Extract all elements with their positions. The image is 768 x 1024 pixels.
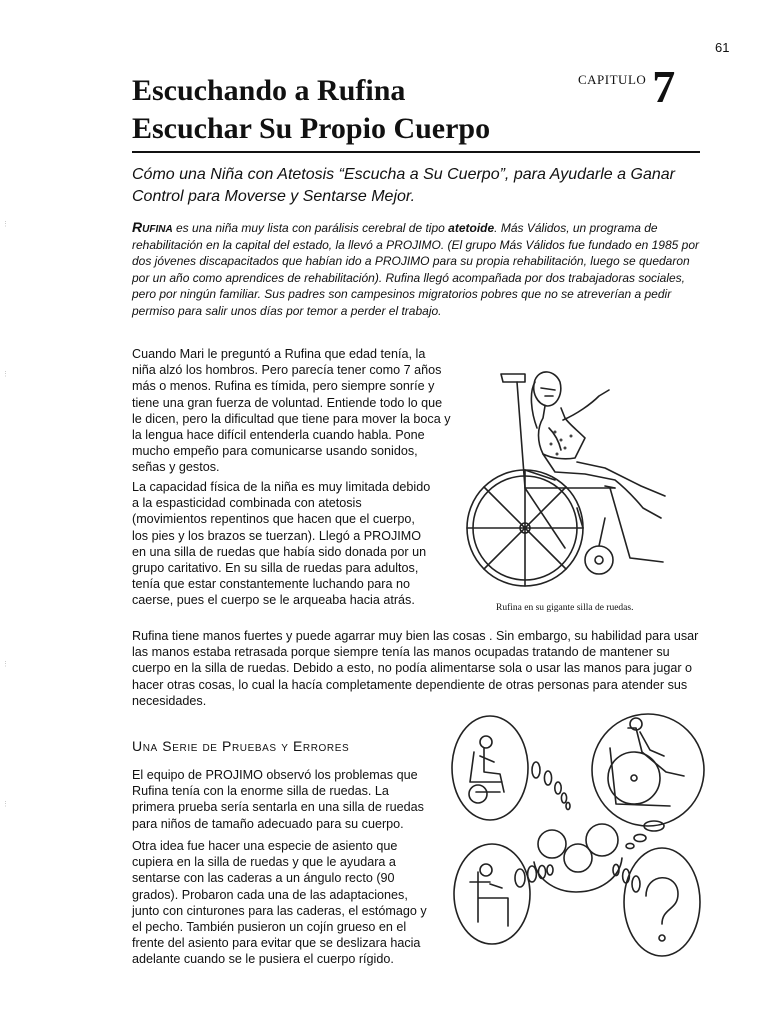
intro-text-2: . Más Válidos, un programa de rehabilitación en la capital del estado, la llevó a PROJIMO. (El grupo Más Válidos fue fundado en 1985 por dos jóvenes discapacitados que habían ido a PROJIMO para su propia rehabilitación, luego se quedaron por un año como aprendices de rehabilitación). Rufina llegó acompañada por dos trabajadoras sociales, pero por ningún familiar. Sus padres son campesinos migratorios pobres que no se atreverían a pedir permiso para salir unos días por temor a perder el trabajo. <box>132 221 699 318</box>
thought-bubbles-illustration <box>450 712 708 962</box>
chapter-word: CAPITULO <box>578 72 647 87</box>
paragraph-4: El equipo de PROJIMO observó los problemas que Rufina tenía con la enorme silla de ruedas. La primera prueba sería sentarla en una silla de ruedas para niños de tamaño adecuado para su cuerpo. <box>132 768 424 831</box>
title-divider <box>132 151 700 153</box>
intro-paragraph <box>132 219 700 320</box>
intro-bold-term: atetoide <box>448 221 495 235</box>
intro-lead-word: Rufina <box>132 219 173 235</box>
wheelchair-illustration <box>465 368 685 598</box>
scan-margin-artifact: ⋮ <box>2 800 9 808</box>
chapter-subtitle: Cómo una Niña con Atetosis “Escucha a Su Cuerpo”, para Ayudarle a Ganar Control para Moverse y Sentarse Mejor. <box>132 166 675 205</box>
title-line-2: Escuchar Su Propio Cuerpo <box>132 112 491 145</box>
section-heading: Una Serie de Pruebas y Errores <box>132 738 350 754</box>
paragraph-3: Rufina tiene manos fuertes y puede agarrar muy bien las cosas . Sin embargo, su habilidad para usar las manos estaba retrasada porque siempre tenía las manos ocupadas tratando de mantener su cuerpo en la silla de ruedas. Debido a esto, no podía alimentarse sola o usar las manos para jugar o hacer otras cosas, lo cual la hacía completamente dependiente de otras personas para atender sus necesidades. <box>132 629 699 708</box>
title-line-1: Escuchando a Rufina <box>132 74 406 107</box>
chapter-title <box>132 72 490 148</box>
paragraph-2: La capacidad física de la niña es muy limitada debido a la espasticidad combinada con atetosis (movimientos repentinos que hacen que el cuerpo, los pies y los brazos se tuerzan). Llegó a PROJIMO en una silla de ruedas que había sido donada por un grupo caritativo. En su silla de ruedas para adultos, tenía que estar constantemente luchando para no caerse, pues el cuerpo se le arqueaba hacia atrás. <box>132 480 431 608</box>
scan-margin-artifact: ⋮ <box>2 220 9 228</box>
chapter-number: 7 <box>652 61 676 112</box>
page-number: 61 <box>715 40 730 55</box>
paragraph-1: Cuando Mari le preguntó a Rufina que edad tenía, la niña alzó los hombros. Pero parecía tener como 7 años más o menos. Rufina es tímida, pero siempre sonríe y tiene una gran fuerza de voluntad. Entiende todo lo que le dicen, pero la dificultad que tiene para mover la boca y la lengua hace difícil entenderla cuando habla. Pone mucho empeño para comunicarse usando sonidos, señas y gestos. <box>132 347 451 475</box>
chapter-label <box>578 60 675 113</box>
illustration-caption: Rufina en su gigante silla de ruedas. <box>496 603 634 613</box>
scan-margin-artifact: ⋮ <box>2 370 9 378</box>
intro-text-1: es una niña muy lista con parálisis cerebral de tipo <box>172 221 449 235</box>
scan-margin-artifact: ⋮ <box>2 660 9 668</box>
paragraph-5: Otra idea fue hacer una especie de asiento que cupiera en la silla de ruedas y que le ayudara a sentarse con las caderas a un ángulo recto (90 grados). Probaron cada una de las adaptaciones, junto con cinturones para las caderas, el estómago y el pecho. También pusieron un cojín grueso en el frente del asiento para evitar que se deslizara hacia adelante cuando se le pusiera el cuerpo rígido. <box>132 839 427 967</box>
